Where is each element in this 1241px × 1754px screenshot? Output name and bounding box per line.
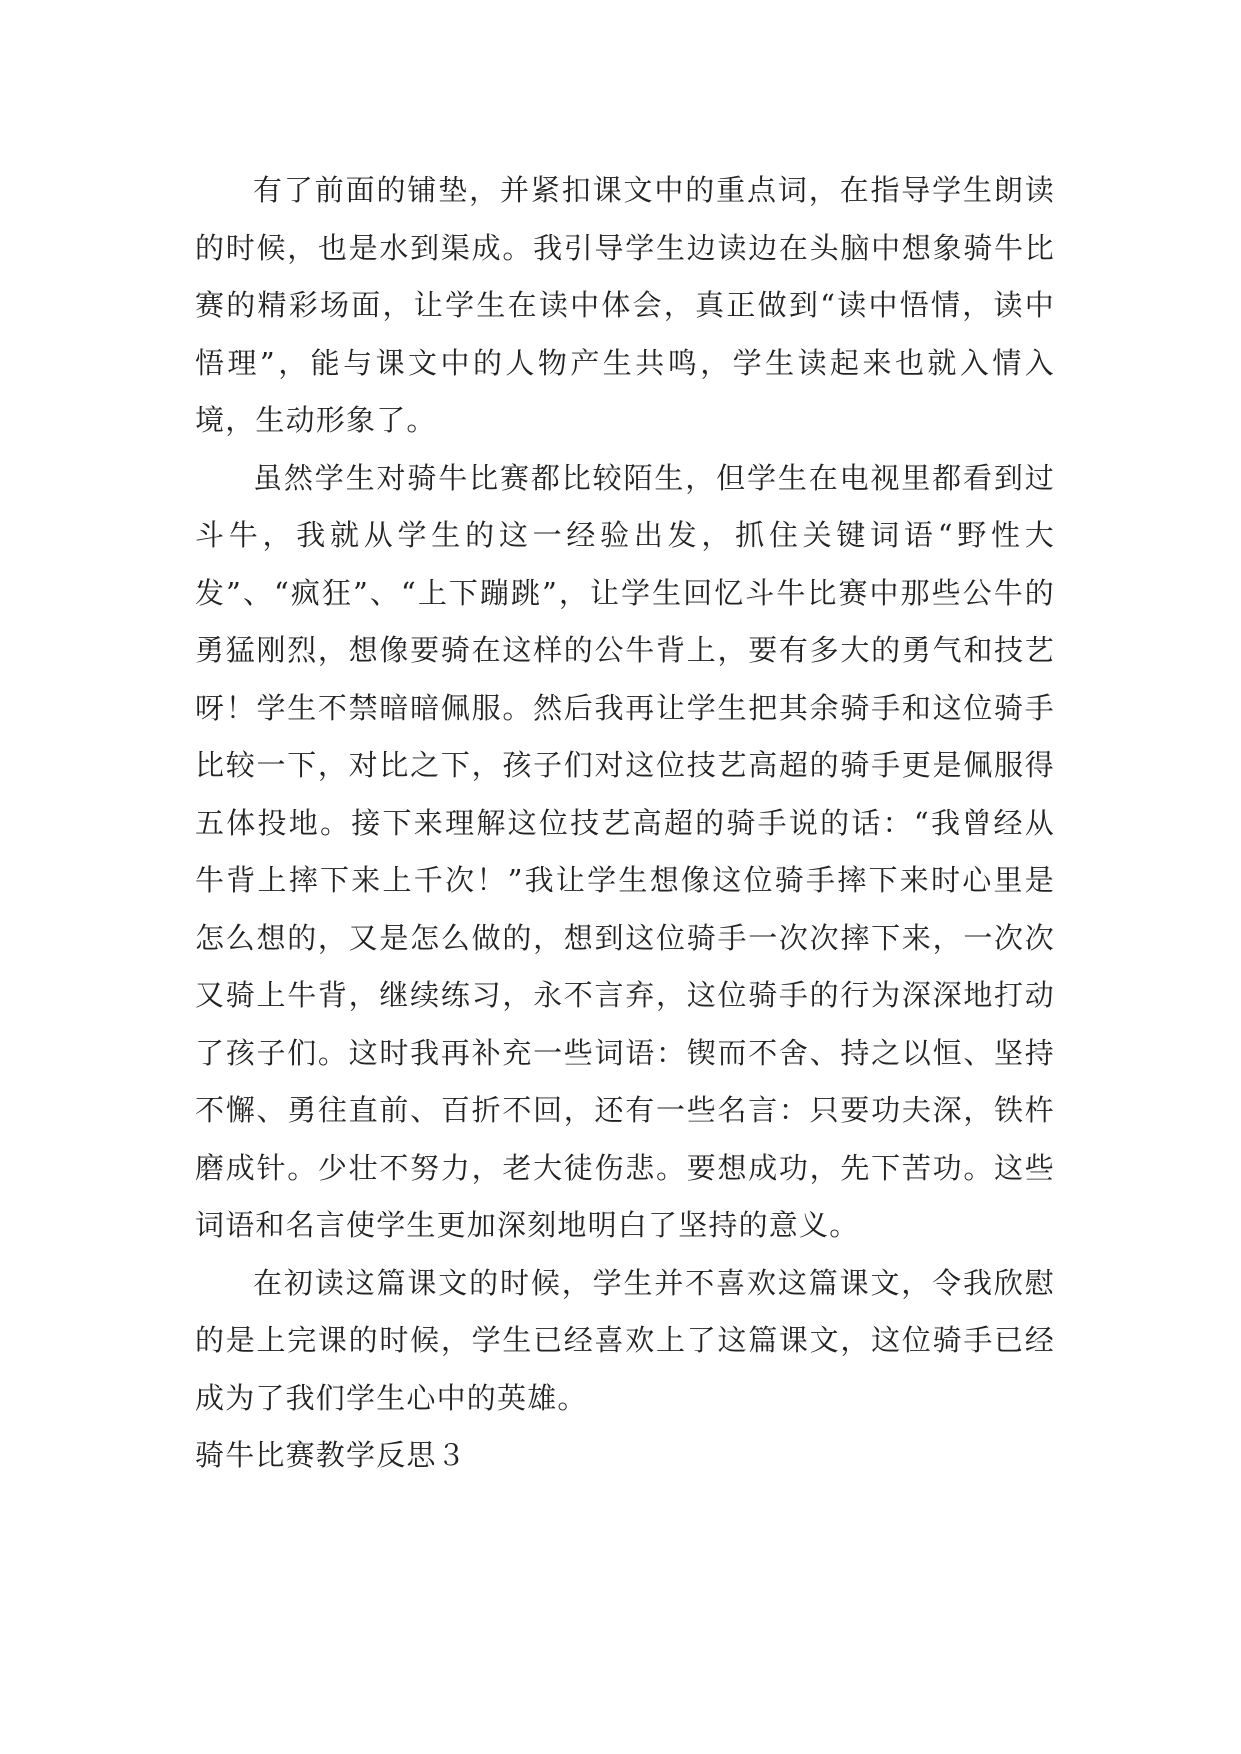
section-heading: 骑牛比赛教学反思３: [195, 1438, 467, 1472]
document-page: [195, 162, 1055, 1485]
paragraph-2: 虽然学生对骑牛比赛都比较陌生，但学生在电视里都看到过斗牛，我就从学生的这一经验出发，抓住关键词语“野性大发”、“疯狂”、“上下蹦跳”，让学生回忆斗牛比赛中那些公牛的勇猛刚烈，想像要骑在这样的公牛背上，要有多大的勇气和技艺呀！学生不禁暗暗佩服。然后我再让学生把其余骑手和这位骑手比较一下，对比之下，孩子们对这位技艺高超的骑手更是佩服得五体投地。接下来理解这位技艺高超的骑手说的话：“我曾经从牛背上摔下来上千次！”我让学生想像这位骑手摔下来时心里是怎么想的，又是怎么做的，想到这位骑手一次次摔下来，一次次又骑上牛背，继续练习，永不言弃，这位骑手的行为深深地打动了孩子们。这时我再补充一些词语：锲而不舍、持之以恒、坚持不懈、勇往直前、百折不回，还有一些名言：只要功夫深，铁杵磨成针。少壮不努力，老大徒伤悲。要想成功，先下苦功。这些词语和名言使学生更加深刻地明白了坚持的意义。: [195, 460, 1055, 1242]
paragraph-3: 在初读这篇课文的时候，学生并不喜欢这篇课文，令我欣慰的是上完课的时候，学生已经喜欢上了这篇课文，这位骑手已经成为了我们学生心中的英雄。: [195, 1265, 1055, 1415]
paragraph-1: 有了前面的铺垫，并紧扣课文中的重点词，在指导学生朗读的时候，也是水到渠成。我引导学生边读边在头脑中想象骑牛比赛的精彩场面，让学生在读中体会，真正做到“读中悟情，读中悟理”，能与课文中的人物产生共鸣，学生读起来也就入情入境，生动形象了。: [195, 173, 1055, 437]
